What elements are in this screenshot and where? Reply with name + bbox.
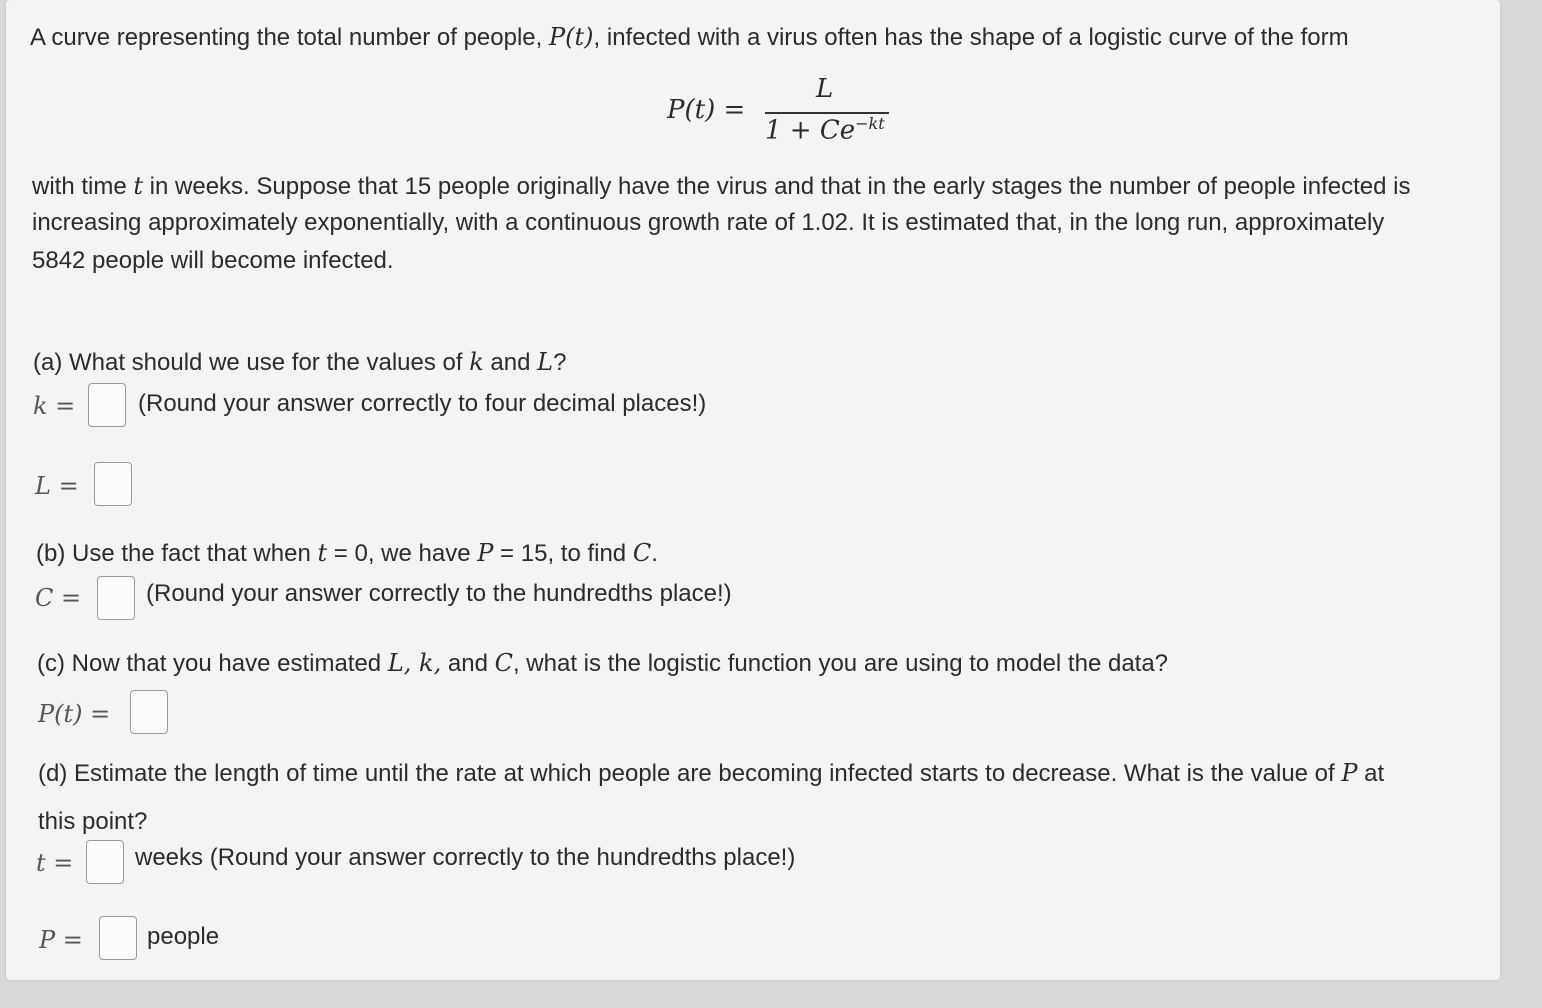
C-rounding-note: (Round your answer correctly to the hundredths place!) [146, 580, 732, 607]
Pt-label: P(t) = [38, 700, 111, 728]
intro-text: A curve representing the total number of people, [30, 24, 549, 51]
P-label: P = [39, 926, 83, 954]
t-answer-input[interactable] [86, 840, 124, 884]
intro-line-2: with time t in weeks. Suppose that 15 people originally have the virus and that in the early stages the number of people infected is [32, 172, 1411, 200]
formula-lhs: P(t) = [667, 95, 746, 125]
P-answer-input[interactable] [99, 916, 137, 960]
C-answer-input[interactable] [97, 576, 135, 620]
t-label: t = [36, 849, 74, 877]
intro-text-cont: , infected with a virus often has the shape of a logistic curve of the form [593, 24, 1349, 51]
intro-line-3: increasing approximately exponentially, with a continuous growth rate of 1.02. It is estimated that, in the long run, approximately [32, 209, 1385, 236]
part-d-question-line-1: (d) Estimate the length of time until the rate at which people are becoming infected starts to decrease. What is the value of P at [38, 759, 1385, 787]
people-unit-label: people [147, 923, 220, 950]
t-rounding-note: weeks (Round your answer correctly to the hundredths place!) [135, 844, 796, 871]
part-a-question: (a) What should we use for the values of k and L? [33, 348, 567, 376]
k-rounding-note: (Round your answer correctly to four decimal places!) [138, 390, 707, 417]
formula-numerator: L [816, 74, 834, 104]
C-label: C = [35, 584, 82, 612]
part-c-question: (c) Now that you have estimated L, k, and C, what is the logistic function you are using to model the data? [37, 649, 1169, 677]
part-b-question: (b) Use the fact that when t = 0, we have P = 15, to find C. [36, 539, 658, 567]
question-panel [6, 0, 1500, 980]
L-label: L = [35, 472, 79, 500]
Pt-answer-input[interactable] [130, 690, 168, 734]
L-answer-input[interactable] [94, 462, 132, 506]
function-name: P(t) [549, 23, 594, 51]
formula-denominator: $1 + Ce^{-kt}$ [765, 114, 885, 146]
formula-exponent: −kt [855, 114, 885, 133]
intro-line-1 [30, 22, 1349, 53]
k-answer-input[interactable] [88, 383, 126, 427]
part-d-question-line-2: this point? [38, 808, 148, 835]
intro-line-4: 5842 people will become infected. [32, 247, 394, 274]
k-label: k = [33, 392, 76, 420]
